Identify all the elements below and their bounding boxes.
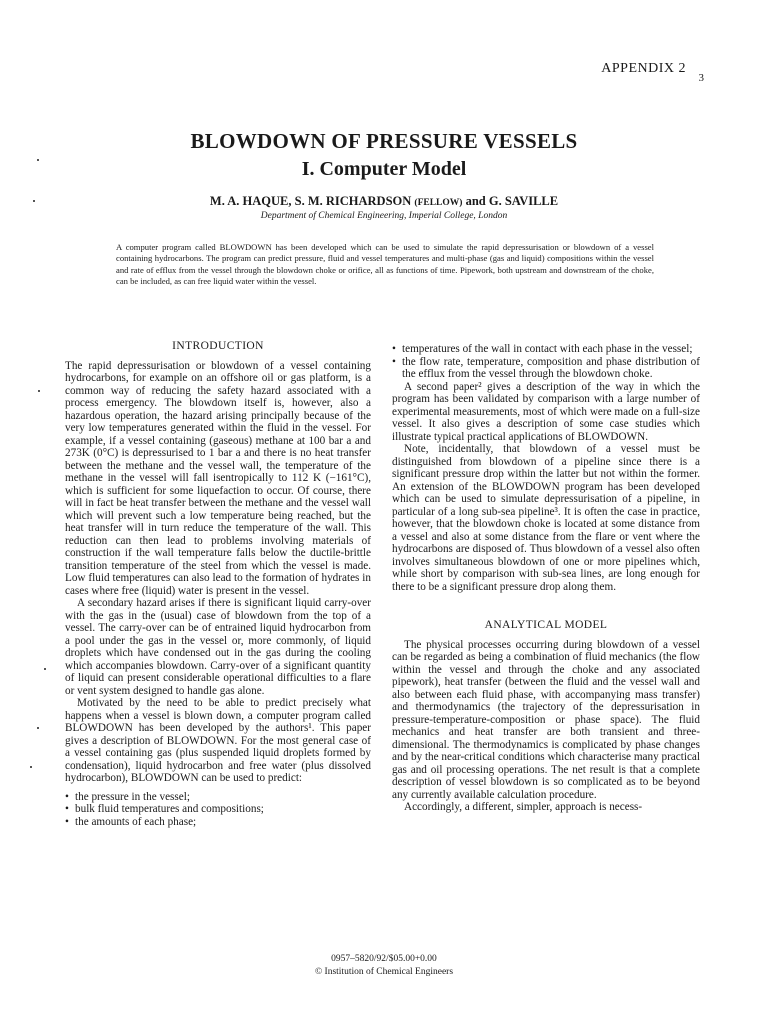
appendix-label: APPENDIX 2	[601, 61, 686, 76]
list-item: • the amounts of each phase;	[65, 816, 371, 829]
pipeline-note-paragraph: Note, incidentally, that blowdown of a vessel must be distinguished from blowdown of a pipeline since there is a significant pressure drop within the latter but not within the former. An extension of the BLOWDOWN program has been developed which can be used to simulate depressurisation of a pipeline, in particular of a long sub-sea pipeline³. It is often the case in practice, however, that the blowdown choke is located at some distance from a vessel and also at some distance from the flare or vent where the hydrocarbons are disposed of. Thus blowdown of a vessel also often involves simultaneous blowdown of one or more pipelines which, while short by comparison with sub-sea lines, are long enough for there to be a significant pressure drop along them.	[392, 443, 700, 593]
intro-paragraph-3: Motivated by the need to be able to predict precisely what happens when a vessel is blown down, a computer program called BLOWDOWN has been developed by the authors¹. This paper gives a description of BLOWDOWN. For the most general case of a vessel containing gas (plus suspended liquid droplets formed by condensation), liquid hydrocarbon and free water (plus dissolved hydrocarbon), BLOWDOWN can be used to predict:	[65, 697, 371, 784]
scan-speck	[30, 766, 32, 768]
analytical-paragraph-1: The physical processes occurring during blowdown of a vessel can be regarded as being a combination of fluid mechanics (the flow within the vessel and through the choke and any associated pipework), heat transfer (between the fluid and the vessel wall and also between each fluid phase, with accompanying mass transfer) and thermodynamics (the trajectory of the depressurisation in pressure-temperature-composition or phase space). The fluid mechanics and heat transfer are both transient and three-dimensional. The thermodynamics is complicated by phase changes and by the near-critical conditions which characterise many practical gas and oil processing operations. The net result is that a complete description of vessel blowdown is so complicated as to be beyond any currently available calculation procedure.	[392, 638, 700, 801]
scan-speck	[38, 390, 40, 392]
issn-code: 0957–5820/92/$05.00+0.00	[331, 954, 437, 964]
prediction-list	[65, 791, 371, 829]
authors-first: M. A. HAQUE, S. M. RICHARDSON	[209, 194, 412, 208]
intro-paragraph-1: The rapid depressurisation or blowdown of a vessel containing hydrocarbons, for example on an offshore oil or gas platform, is a common way of reducing the safety hazard associated with a process emergency. The blowdown itself is, however, also a hazardous operation, the hazard arising principally because of the very low temperatures generated within the fluid in the vessel. For example, if a vessel containing (gaseous) methane at 100 bar a and 273K (0°C) is depressurised to 1 bar a and there is no heat transfer between the methane and the vessel wall, the temperature of the methane in the vessel will fall isentropically to 112 K (−161°C), which is sufficient for some liquefaction to occur. Of course, there will in fact be heat transfer between the methane and the vessel wall which will prevent such a low temperature being reached, but the heat transfer will in turn reduce the temperature of the wall. This reduction can then lead to problems involving materials of construction if the wall temperature falls below the ductile-brittle transition temperature of the steel from which the vessel is made. Low fluid temperatures can also lead to the formation of hydrates in cases where free (liquid) water is present in the vessel.	[65, 359, 371, 597]
fellow-tag: (FELLOW)	[414, 198, 463, 208]
abstract: A computer program called BLOWDOWN has been developed which can be used to simulate the rapid depressurisation or blowdown of a vessel containing hydrocarbons. The program can predict pressure, fluid and vessel temperatures and multi-phase (gas and liquid) compositions within the vessel and rate of efflux from the vessel through the blowdown choke or orifice, all as functions of time. Pipework, both upstream and downstream of the choke, can be included, as can free liquid water within the vessel.	[116, 242, 654, 286]
intro-paragraph-2: A secondary hazard arises if there is significant liquid carry-over with the gas in the (usual) case of blowdown from the top of a vessel. The carry-over can be of entrained liquid hydrocarbon from a pool under the gas in the vessel or, more commonly, of liquid droplets which have condensed out in the gas during the cooling which accompanies blowdown. Carry-over of a significant quantity of liquid can present considerable operational difficulties to a flare or vent system designed to handle gas alone.	[65, 597, 371, 697]
introduction-heading: INTRODUCTION	[172, 340, 264, 352]
list-item: • temperatures of the wall in contact with each phase in the vessel;	[392, 343, 700, 356]
paper-subtitle: I. Computer Model	[301, 158, 467, 180]
list-item: • bulk fluid temperatures and compositions;	[65, 803, 371, 816]
list-item: • the pressure in the vessel;	[65, 791, 371, 804]
right-column	[392, 343, 700, 814]
prediction-list-continued	[392, 343, 700, 381]
page-number: 3	[698, 72, 704, 84]
copyright-line: © Institution of Chemical Engineers	[314, 967, 454, 977]
scan-speck	[37, 727, 39, 729]
scan-speck	[33, 200, 35, 202]
scan-speck	[37, 159, 39, 161]
analytical-model-heading: ANALYTICAL MODEL	[484, 619, 608, 631]
authors-last: and G. SAVILLE	[465, 194, 559, 208]
author-line	[0, 194, 768, 209]
scan-speck	[44, 668, 46, 670]
analytical-paragraph-2: Accordingly, a different, simpler, approach is necess-	[404, 801, 643, 813]
left-column	[65, 340, 371, 828]
paper-title: BLOWDOWN OF PRESSURE VESSELS	[190, 129, 578, 153]
list-item: • the flow rate, temperature, composition and phase distribution of the efflux from the vessel through the blowdown choke.	[392, 356, 700, 381]
validation-paragraph: A second paper² gives a description of the way in which the program has been validated by comparison with a large number of experimental measurements, most of which were made on a full-size vessel. It also gives a description of some case studies which illustrate typical practical applications of BLOWDOWN.	[392, 380, 700, 443]
department-affiliation: Department of Chemical Engineering, Imperial College, London	[260, 211, 508, 221]
